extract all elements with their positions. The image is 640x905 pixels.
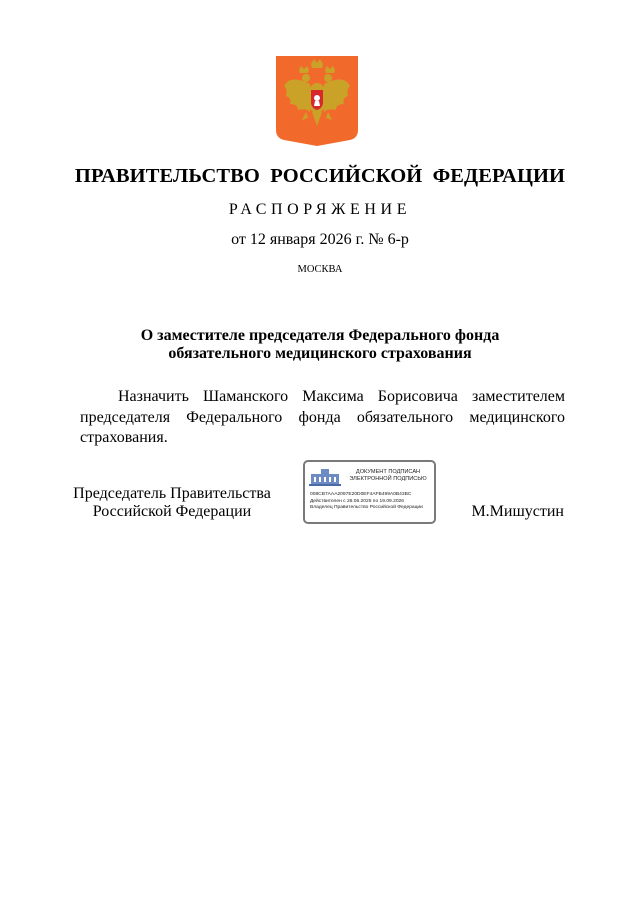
document-subject xyxy=(80,327,560,363)
signature-stamp-title-line-2: ЭЛЕКТРОННОЙ ПОДПИСЬЮ xyxy=(349,476,427,482)
electronic-signature-stamp xyxy=(303,460,436,524)
signer-position xyxy=(72,485,272,521)
subject-line-2: обязательного медицинского страхования xyxy=(168,345,472,362)
state-emblem-icon xyxy=(276,56,358,146)
government-title: ПРАВИТЕЛЬСТВО РОССИЙСКОЙ ФЕДЕРАЦИИ xyxy=(74,165,566,187)
signature-stamp-title xyxy=(341,469,435,483)
signature-stamp-title-line-1: ДОКУМЕНТ ПОДПИСАН xyxy=(355,469,421,475)
document-city: МОСКВА xyxy=(297,264,343,275)
government-building-icon xyxy=(309,468,341,486)
certificate-owner: Владелец Правительство Российской Федерации xyxy=(310,505,423,510)
order-paragraph: Назначить Шаманского Максима Борисовича заместителем председателя Федерального фонда обязательного медицинского страхования. xyxy=(80,388,565,446)
certificate-validity: Действителен с 26.06.2025 по 19.09.2026 xyxy=(310,499,404,504)
signer-position-line-2: Российской Федерации xyxy=(92,503,252,520)
subject-line-1: О заместителе председателя Федерального фонда xyxy=(140,327,500,344)
document-date: от 12 января 2026 г. № 6-р xyxy=(231,231,409,248)
signer-name: М.Мишустин xyxy=(471,503,564,520)
document-type: РАСПОРЯЖЕНИЕ xyxy=(228,201,412,218)
signer-position-line-1: Председатель Правительства xyxy=(73,485,271,502)
certificate-number: 008CB7AAA2097E20D0EF4AFB499A0B43BC xyxy=(310,492,412,497)
